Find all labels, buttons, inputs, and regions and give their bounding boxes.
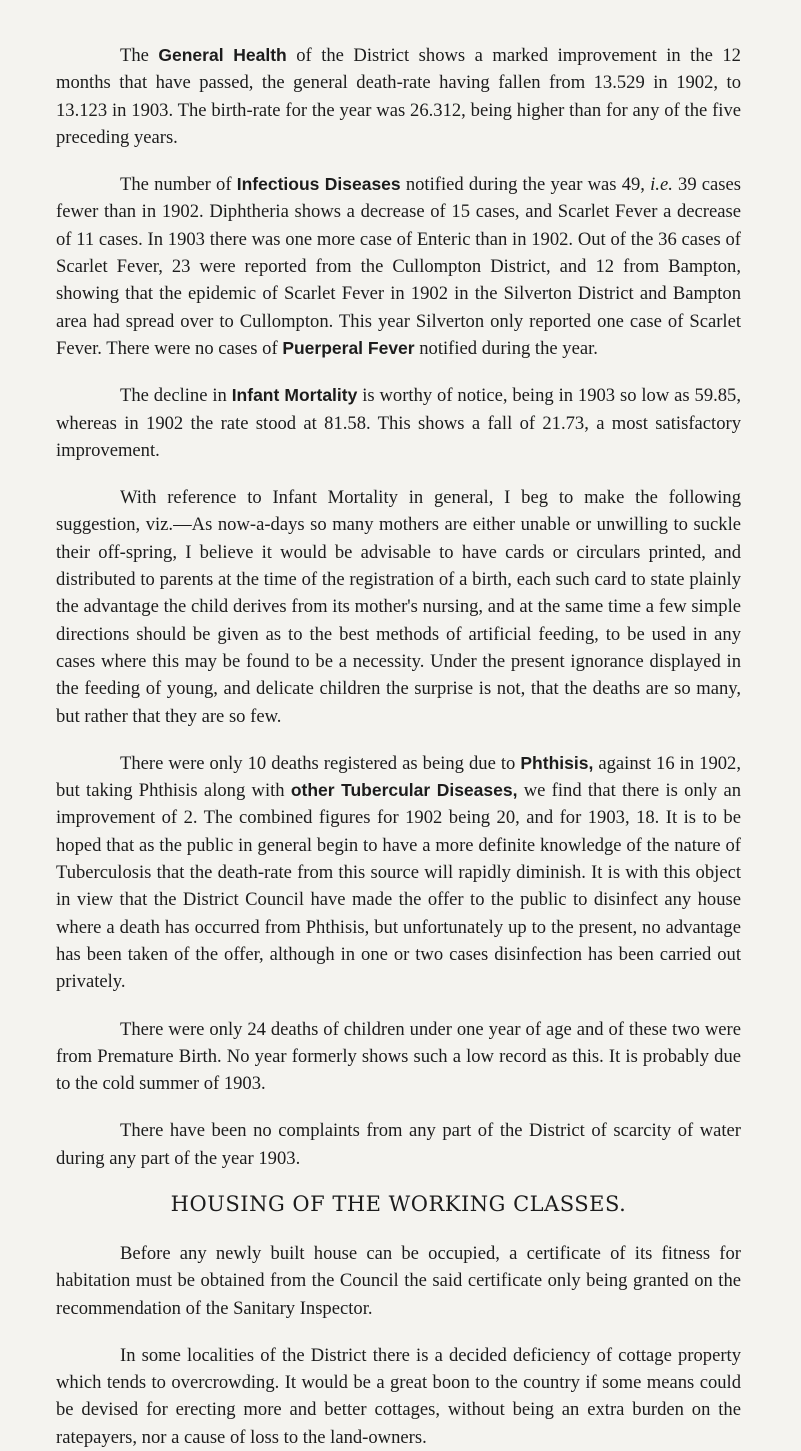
term-phthisis: Phthisis, (520, 752, 594, 773)
paragraph-cottage-deficiency: In some localities of the District there is a decided deficiency of cottage property which tends to overcrowding. It would be a great boon to the country if some means could be devised for erecting more and better cottages, without being an extra burden on the ratepayers, nor a cause of loss to the land-owners. (56, 1344, 741, 1448)
paragraph-house-certificate: Before any newly built house can be occupied, a certificate of its fitness for habitation must be obtained from the Council the said certificate only being granted on the recommendation of the Sanitary Inspector. (56, 1242, 741, 1319)
paragraph-phthisis: There were only 10 deaths registered as being due to Phthisis, against 16 in 1902, but taking Phthisis along with other Tubercular Diseases, we find that there is only an improvement of 2. The combined figures for 1902 being 20, and for 1903, 18. It is to be hoped that as the public in general begin to have a more definite knowledge of the nature of Tuberculosis that the death-rate from this source will rapidly diminish. It is with this object in view that the District Council have made the offer to the public to disinfect any house where a death has occurred from Phthisis, but unfortunately up to the present, no advantage has been taken of the offer, although in one or two cases disinfection has been carried out privately. (56, 752, 742, 993)
paragraph-child-deaths: There were only 24 deaths of children under one year of age and of these two were from Premature Birth. No year formerly shows such a low record as this. It is probably due to the cold summer of 1903. (56, 1018, 741, 1095)
paragraph-general-health: The General Health of the District shows a marked improvement in the 12 months that have passed, the general death-rate having fallen from 13.529 in 1902, to 13.123 in 1903. The birth-rate for the year was 26.312, being higher than for any of the five preceding years. (56, 45, 741, 148)
paragraph-infant-mortality: The decline in Infant Mortality is worthy of notice, being in 1903 so low as 59.85, whereas in 1902 the rate stood at 81.58. This shows a fall of 21.73, a most satisfactory improvement. (56, 385, 742, 461)
term-infectious-diseases: Infectious Diseases (236, 174, 401, 195)
paragraph-infectious-diseases: The number of Infectious Diseases notified during the year was 49, i.e. 39 cases fewer than in 1902. Diphtheria shows a decrease of 15 cases, and Scarlet Fever a decrease of 11 cases. In 1903 there was one more case of Enteric than in 1902. Out of the 36 cases of Scarlet Fever, 23 were reported from the Cullompton District, and 12 from Bampton, showing that the epidemic of Scarlet Fever in 1902 in the Silverton District and Bampton area had spread over to Cullompton. This year Silverton only reported one case of Scarlet Fever. There were no cases of Puerperal Fever notified during the year. (56, 174, 742, 359)
paragraph-infant-mortality-suggestion: With reference to Infant Mortality in general, I beg to make the following suggestion, viz.—As now-a-days so many mothers are either unable or unwilling to suckle their off-spring, I believe it would be advisable to have cards or circulars printed, and distributed to parents at the time of the registration of a birth, each such card to state plainly the advantage the child derives from its mother's nursing, and at the same time a few simple directions should be given as to the best methods of artificial feeding, to be used in any cases where this may be found to be a necessity. Under the present ignorance displayed in the feeding of young, and delicate children the surprise is not, that the deaths are so many, but rather that they are so few. (56, 487, 741, 727)
abbrev-ie: i.e. (650, 174, 673, 196)
term-puerperal-fever: Puerperal Fever (282, 337, 415, 358)
section-heading-housing: HOUSING OF THE WORKING CLASSES. (170, 1191, 627, 1216)
paragraph-water-supply: There have been no complaints from any part of the District of scarcity of water during any part of the year 1903. (56, 1120, 741, 1169)
term-infant-mortality: Infant Mortality (231, 385, 358, 406)
term-tubercular-diseases: other Tubercular Diseases, (290, 780, 518, 801)
term-general-health: General Health (158, 45, 287, 65)
